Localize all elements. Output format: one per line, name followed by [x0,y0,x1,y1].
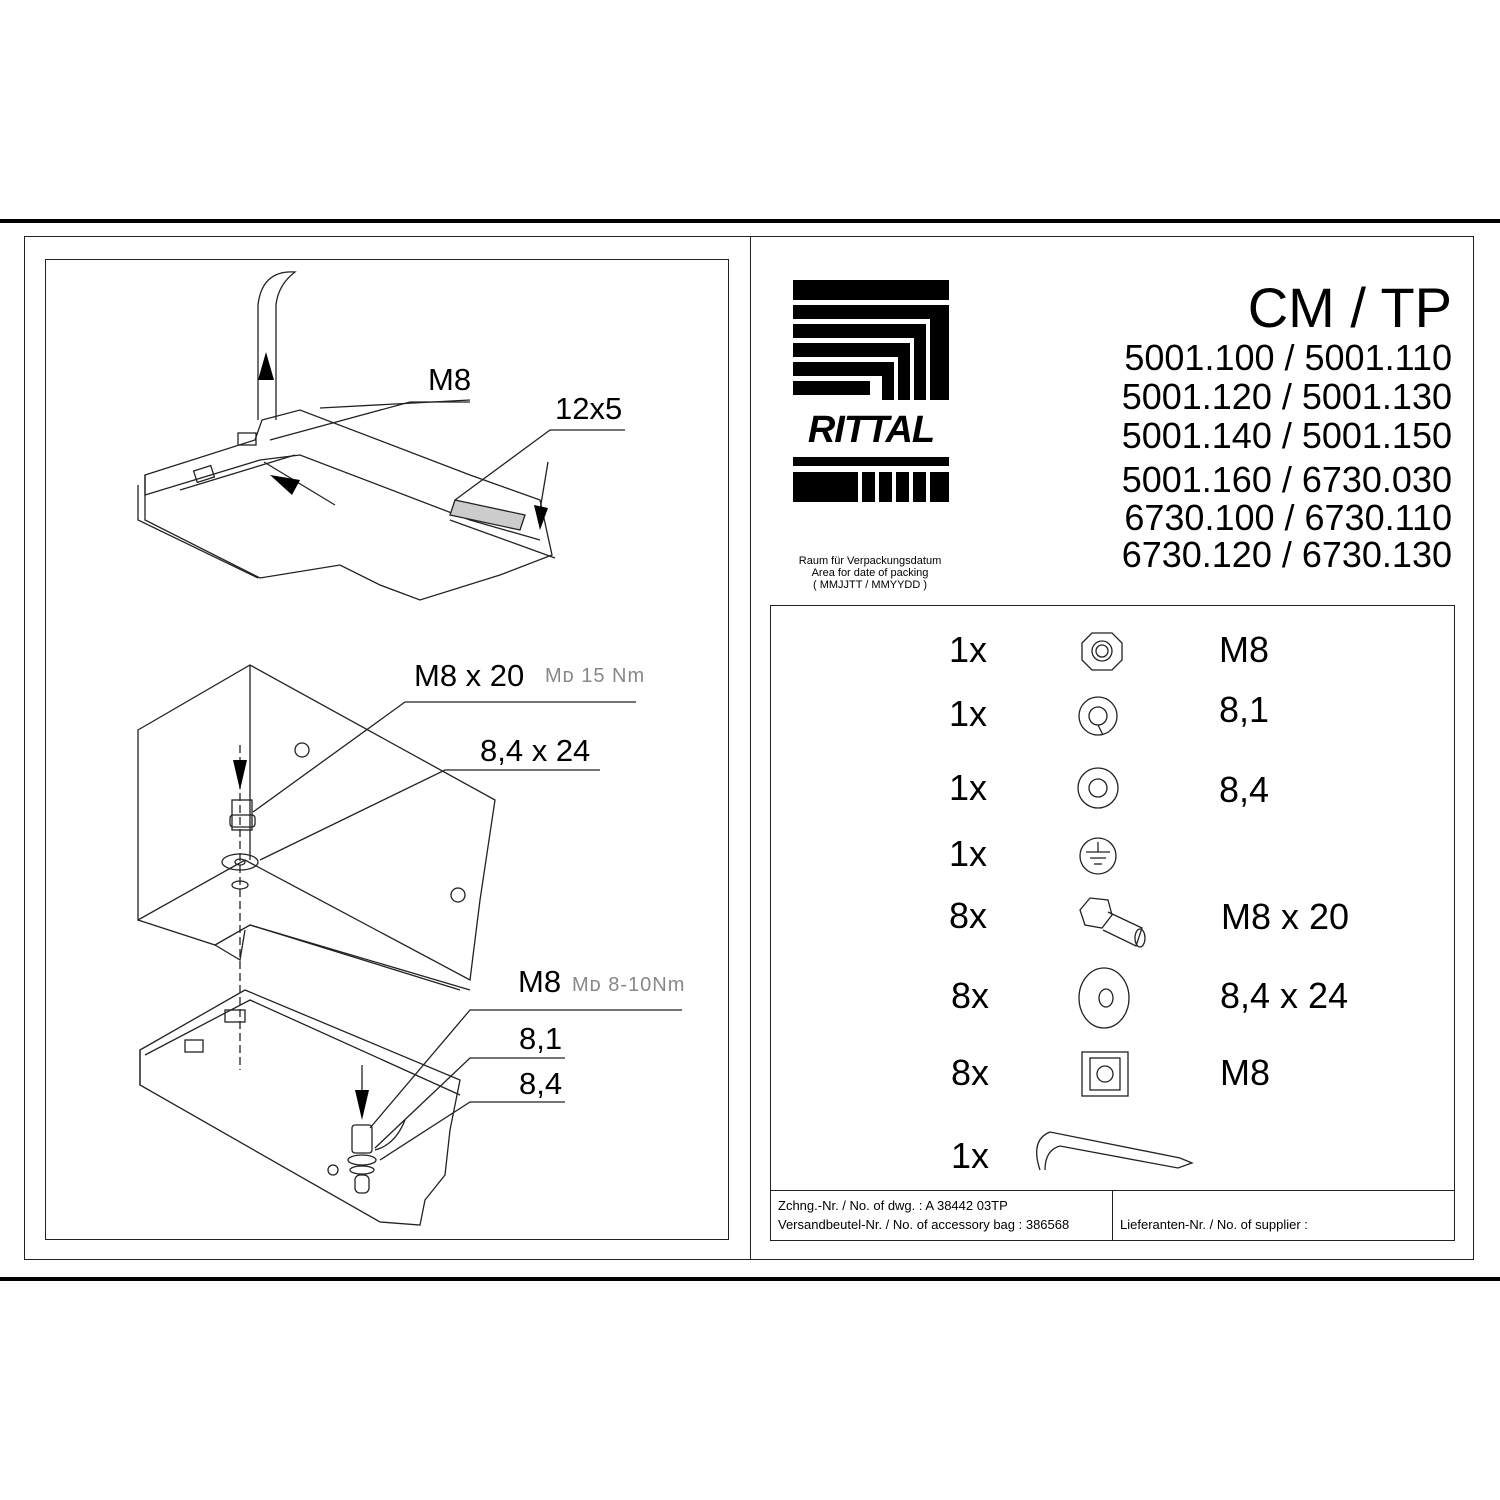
packing-date-note [770,555,970,591]
part-spec: M8 [1220,1052,1271,1093]
part-qty: 8x [951,1052,990,1093]
part-qty: 1x [951,1135,990,1176]
part-spec: M8 [1219,629,1270,670]
part-spec: M8 x 20 [1221,896,1350,937]
callout-bolt: M8 x 20 [414,658,525,693]
callout-flat-washer: 8,4 [519,1066,563,1101]
part-qty: 1x [949,833,988,874]
part-numbers-line: 5001.160 / 6730.030 [1121,459,1452,500]
packing-note-en: Area for date of packing [811,567,929,579]
part-spec: 8,4 [1219,769,1270,810]
supplier-number: Lieferanten-Nr. / No. of supplier : [1120,1217,1308,1232]
rittal-logo [793,280,949,502]
part-spec: 8,1 [1219,689,1270,730]
part-numbers-line: 6730.100 / 6730.110 [1124,497,1452,538]
callout-nut: M8 [518,964,562,999]
middle-detail-illustration [138,665,636,1070]
part-numbers-line: 6730.120 / 6730.130 [1121,534,1452,575]
part-qty: 1x [949,693,988,734]
part-numbers-line: 5001.100 / 5001.110 [1124,337,1452,378]
top-detail-illustration [138,272,625,600]
part-numbers-line: 5001.120 / 5001.130 [1121,376,1452,417]
footer-column-separator [1112,1190,1113,1240]
callout-top-m8: M8 [428,362,472,397]
rittal-logo-text: RITTAL [807,409,935,451]
drawing-number: Zchng.-Nr. / No. of dwg. : A 38442 03TP [778,1198,1008,1213]
callout-strip-size: 12x5 [555,391,623,426]
bottom-detail-illustration [140,990,682,1225]
part-numbers-line: 5001.140 / 5001.150 [1121,415,1452,456]
parts-list-box [770,605,1455,1241]
part-qty: 8x [951,975,990,1016]
callout-bolt-torque: Mᴅ 15 Nm [545,665,646,687]
part-qty: 1x [949,629,988,670]
packing-note-format: ( MMJJTT / MMYYDD ) [812,579,928,591]
part-qty: 8x [949,895,988,936]
callout-spring-washer: 8,1 [519,1021,563,1056]
part-spec: 8,4 x 24 [1220,975,1349,1016]
callout-washer: 8,4 x 24 [480,733,591,768]
part-qty: 1x [949,767,988,808]
accessory-bag-number: Versandbeutel-Nr. / No. of accessory bag : 386568 [778,1217,1070,1232]
callout-nut-torque: Mᴅ 8-10Nm [572,974,686,996]
product-title: CM / TP [1247,276,1452,339]
packing-note-de: Raum für Verpackungsdatum [798,555,942,567]
